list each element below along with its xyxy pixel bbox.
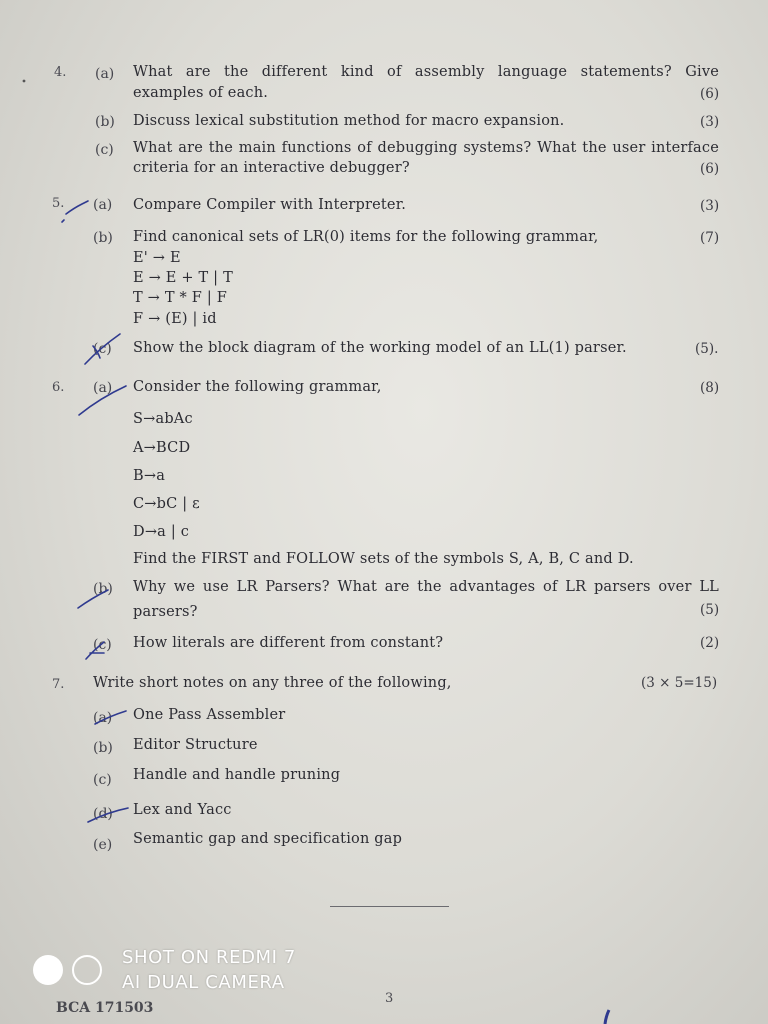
question-number: 4. xyxy=(54,65,67,80)
part-label: (c) xyxy=(93,341,112,357)
list-item: Lex and Yacc xyxy=(133,802,232,818)
question-text: Compare Compiler with Interpreter. xyxy=(133,197,407,213)
question-text: Show the block diagram of the working model of an LL(1) parser. xyxy=(133,340,627,356)
grammar-rule: C→bC | ε xyxy=(133,496,200,512)
question-text: parsers? xyxy=(133,604,198,620)
part-label: (a) xyxy=(93,380,113,396)
page-number: 3 xyxy=(385,991,394,1006)
marks: (6) xyxy=(700,86,720,102)
part-label: (b) xyxy=(95,114,115,130)
question-text: Find canonical sets of LR(0) items for the following grammar, xyxy=(133,229,599,245)
watermark-line-1: SHOT ON REDMI 7 xyxy=(122,947,296,968)
part-label: (c) xyxy=(93,772,112,788)
grammar-rule: D→a | c xyxy=(133,524,190,540)
ink-slash-6a xyxy=(79,386,126,415)
grammar-rule: F → (E) | id xyxy=(133,311,217,327)
question-text: examples of each. xyxy=(133,85,269,101)
question-text: Find the FIRST and FOLLOW sets of the symbols S, A, B, C and D. xyxy=(133,551,634,567)
marks: (5). xyxy=(695,341,719,357)
part-label: (b) xyxy=(93,581,113,597)
grammar-rule: S→abAc xyxy=(133,411,193,427)
question-text: Why we use LR Parsers? What are the advantages of LR parsers over LL xyxy=(133,579,719,595)
question-text: Consider the following grammar, xyxy=(133,379,382,395)
question-number: 5. xyxy=(52,196,65,211)
question-text: Discuss lexical substitution method for macro expansion. xyxy=(133,113,565,129)
ink-slash-5c xyxy=(85,334,120,364)
marks: (7) xyxy=(700,230,720,246)
part-label: (b) xyxy=(93,740,113,756)
watermark-line-2: AI DUAL CAMERA xyxy=(122,972,285,993)
marks: (5) xyxy=(700,602,720,618)
part-label: (d) xyxy=(93,806,113,822)
part-label: (a) xyxy=(93,197,113,213)
ink-slash-6c xyxy=(86,642,104,659)
question-text: What are the different kind of assembly language statements? Give xyxy=(133,64,719,80)
marks: (3) xyxy=(700,198,720,214)
ink-slash-7d xyxy=(88,808,128,822)
ink-tick-5a xyxy=(66,201,88,214)
part-label: (e) xyxy=(93,837,113,853)
list-item: Editor Structure xyxy=(133,737,258,753)
part-label: (c) xyxy=(93,637,112,653)
list-item: One Pass Assembler xyxy=(133,707,286,723)
part-label: (a) xyxy=(95,66,115,82)
grammar-rule: E → E + T | T xyxy=(133,270,233,286)
grammar-rule: A→BCD xyxy=(133,440,191,456)
part-label: (c) xyxy=(95,142,114,158)
question-text: Write short notes on any three of the following, xyxy=(93,675,452,691)
ink-slash-7a xyxy=(95,711,126,724)
grammar-rule: T → T * F | F xyxy=(133,290,228,306)
ink-dash-5a xyxy=(62,220,64,222)
question-text: What are the main functions of debugging systems? What the user interface xyxy=(133,140,719,156)
marks: (6) xyxy=(700,161,720,177)
list-item: Handle and handle pruning xyxy=(133,767,341,783)
marks: (2) xyxy=(700,635,720,651)
part-label: (b) xyxy=(93,230,113,246)
question-number: 7. xyxy=(52,677,65,692)
list-item: Semantic gap and specification gap xyxy=(133,831,403,847)
paper-code: BCA 171503 xyxy=(56,1000,154,1016)
question-text: How literals are different from constant? xyxy=(133,635,444,651)
ink-slash-6b xyxy=(78,590,108,608)
grammar-rule: B→a xyxy=(133,468,166,484)
ink-hook-bottom xyxy=(605,1010,609,1024)
question-text: criteria for an interactive debugger? xyxy=(133,160,410,176)
marks: (3) xyxy=(700,114,720,130)
part-label: (a) xyxy=(93,710,113,726)
marks: (8) xyxy=(700,380,720,396)
ink-dot xyxy=(23,80,26,83)
marks: (3 × 5=15) xyxy=(641,675,718,691)
grammar-rule: E' → E xyxy=(133,250,181,266)
ink-mark-5c xyxy=(93,346,100,358)
question-number: 6. xyxy=(52,380,65,395)
